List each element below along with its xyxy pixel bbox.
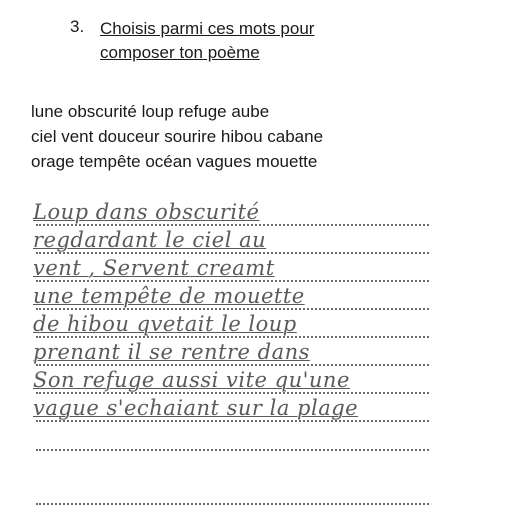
writing-line	[36, 392, 429, 394]
poem-line: Loup dans obscurité	[33, 200, 260, 224]
writing-line	[36, 364, 429, 366]
writing-line	[36, 503, 429, 505]
poem-line: vent , Servent creamt	[33, 256, 275, 280]
word-list-line: ciel vent douceur sourire hibou cabane	[31, 127, 324, 146]
question-number: 3.	[70, 17, 85, 36]
writing-line	[36, 420, 429, 422]
word-list-line: lune obscurité loup refuge aube	[31, 102, 270, 121]
poem-line: une tempête de mouette	[33, 284, 305, 308]
writing-line	[36, 336, 429, 338]
question-title-line-2: composer ton poème	[100, 43, 260, 62]
poem-line: vague s'echaiant sur la plage	[33, 396, 359, 420]
writing-line	[36, 308, 429, 310]
poem-line: de hibou qvetait le loup	[33, 312, 297, 336]
word-list	[31, 99, 323, 174]
writing-line	[36, 252, 429, 254]
writing-line	[36, 224, 429, 226]
poem-line: regdardant le ciel au	[33, 228, 267, 252]
writing-line	[36, 280, 429, 282]
writing-line	[36, 449, 429, 451]
poem-line: prenant il se rentre dans	[33, 340, 310, 364]
question-title-line-1: Choisis parmi ces mots pour	[100, 19, 315, 38]
question-title	[100, 17, 314, 65]
word-list-line: orage tempête océan vagues mouette	[31, 152, 318, 171]
poem-line: Son refuge aussi vite qu'une	[33, 368, 350, 392]
